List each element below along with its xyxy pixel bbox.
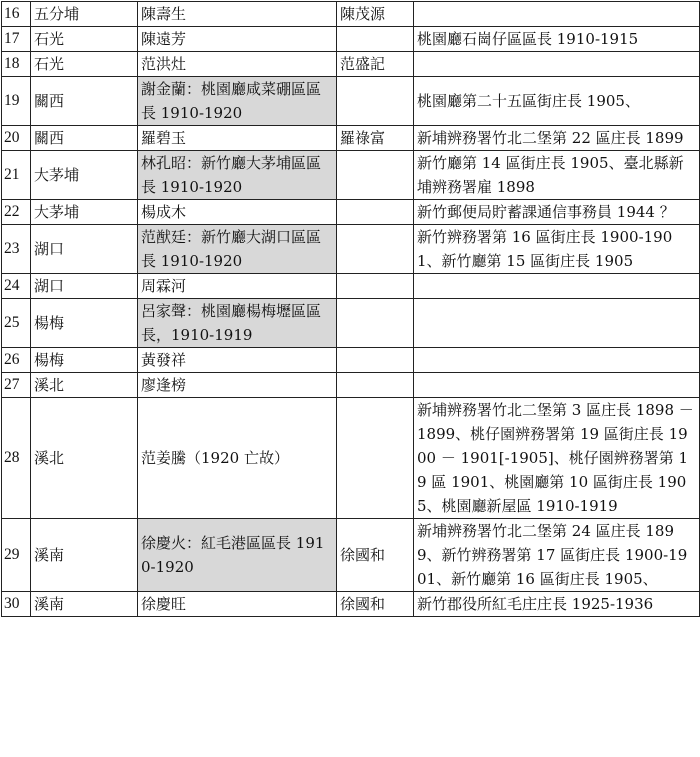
successor-cell [337,348,414,373]
career-cell: 桃園廳第二十五區街庄長 1905、 [414,77,700,126]
row-number: 28 [2,398,31,519]
career-cell [414,274,700,299]
row-number: 17 [2,27,31,52]
name-cell: 范猷廷：新竹廳大湖口區區長 1910-1920 [138,225,337,274]
table-row [2,519,700,592]
successor-cell: 陳茂源 [337,2,414,27]
table-row [2,200,700,225]
successor-cell [337,225,414,274]
successor-cell [337,398,414,519]
name-cell: 謝金蘭：桃園廳咸菜硼區區長 1910-1920 [138,77,337,126]
career-cell: 新竹廳第 14 區街庄長 1905、臺北縣新埔辨務署雇 1898 [414,151,700,200]
successor-cell [337,27,414,52]
career-cell: 新竹郡役所紅毛庄庄長 1925-1936 [414,592,700,617]
place-cell: 溪北 [31,398,138,519]
place-cell: 溪南 [31,592,138,617]
career-cell: 新埔辨務署竹北二堡第 24 區庄長 1899、新竹辨務署第 17 區街庄長 1900-1901、新竹廳第 16 區街庄長 1905、 [414,519,700,592]
row-number: 22 [2,200,31,225]
place-cell: 五分埔 [31,2,138,27]
place-cell: 大茅埔 [31,151,138,200]
career-cell [414,299,700,348]
career-cell: 新竹辨務署第 16 區街庄長 1900-1901、新竹廳第 15 區街庄長 1905 [414,225,700,274]
successor-cell [337,151,414,200]
place-cell: 大茅埔 [31,200,138,225]
place-cell: 關西 [31,77,138,126]
table-row [2,398,700,519]
name-cell: 范姜騰（1920 亡故） [138,398,337,519]
name-cell: 呂家聲：桃園廳楊梅壢區區長，1910-1919 [138,299,337,348]
row-number: 24 [2,274,31,299]
place-cell: 溪南 [31,519,138,592]
name-cell: 林孔昭：新竹廳大茅埔區區長 1910-1920 [138,151,337,200]
place-cell: 湖口 [31,274,138,299]
successor-cell [337,274,414,299]
place-cell: 楊梅 [31,299,138,348]
row-number: 29 [2,519,31,592]
name-cell: 黃發祥 [138,348,337,373]
career-cell: 新竹郵便局貯蓄課通信事務員 1944 ？ [414,200,700,225]
row-number: 16 [2,2,31,27]
row-number: 27 [2,373,31,398]
successor-cell: 羅祿富 [337,126,414,151]
name-cell: 陳遠芳 [138,27,337,52]
successor-cell: 徐國和 [337,592,414,617]
name-cell: 周霖河 [138,274,337,299]
successor-cell [337,373,414,398]
row-number: 20 [2,126,31,151]
row-number: 18 [2,52,31,77]
career-cell [414,52,700,77]
row-number: 21 [2,151,31,200]
name-cell: 羅碧玉 [138,126,337,151]
row-number: 19 [2,77,31,126]
table-row [2,348,700,373]
place-cell: 石光 [31,27,138,52]
name-cell: 范洪灶 [138,52,337,77]
name-cell: 楊成木 [138,200,337,225]
table-row [2,151,700,200]
name-cell: 徐慶旺 [138,592,337,617]
table-row [2,2,700,27]
career-cell: 新埔辨務署竹北二堡第 22 區庄長 1899 [414,126,700,151]
table-row [2,77,700,126]
successor-cell [337,77,414,126]
place-cell: 楊梅 [31,348,138,373]
table-row [2,274,700,299]
table-row [2,592,700,617]
name-cell: 徐慶火：紅毛港區區長 1910-1920 [138,519,337,592]
successor-cell: 徐國和 [337,519,414,592]
row-number: 30 [2,592,31,617]
name-cell: 陳壽生 [138,2,337,27]
table-row [2,52,700,77]
row-number: 23 [2,225,31,274]
table-body [2,2,700,617]
career-cell [414,348,700,373]
place-cell: 湖口 [31,225,138,274]
table-row [2,299,700,348]
table-row [2,225,700,274]
table-row [2,373,700,398]
place-cell: 關西 [31,126,138,151]
place-cell: 溪北 [31,373,138,398]
table-row [2,126,700,151]
place-cell: 石光 [31,52,138,77]
name-cell: 廖逢榜 [138,373,337,398]
table-row [2,27,700,52]
row-number: 26 [2,348,31,373]
career-cell: 新埔辨務署竹北二堡第 3 區庄長 1898 － 1899、桃仔園辨務署第 19 區街庄長 1900 － 1901[-1905]、桃仔園辨務署第 19 區 1901、桃園廳第 10 區街庄長 1905、桃園廳新屋區 1910-1919 [414,398,700,519]
successor-cell [337,200,414,225]
row-number: 25 [2,299,31,348]
career-cell [414,373,700,398]
officials-table [1,1,700,617]
career-cell [414,2,700,27]
successor-cell: 范盛記 [337,52,414,77]
successor-cell [337,299,414,348]
career-cell: 桃園廳石崗仔區區長 1910-1915 [414,27,700,52]
